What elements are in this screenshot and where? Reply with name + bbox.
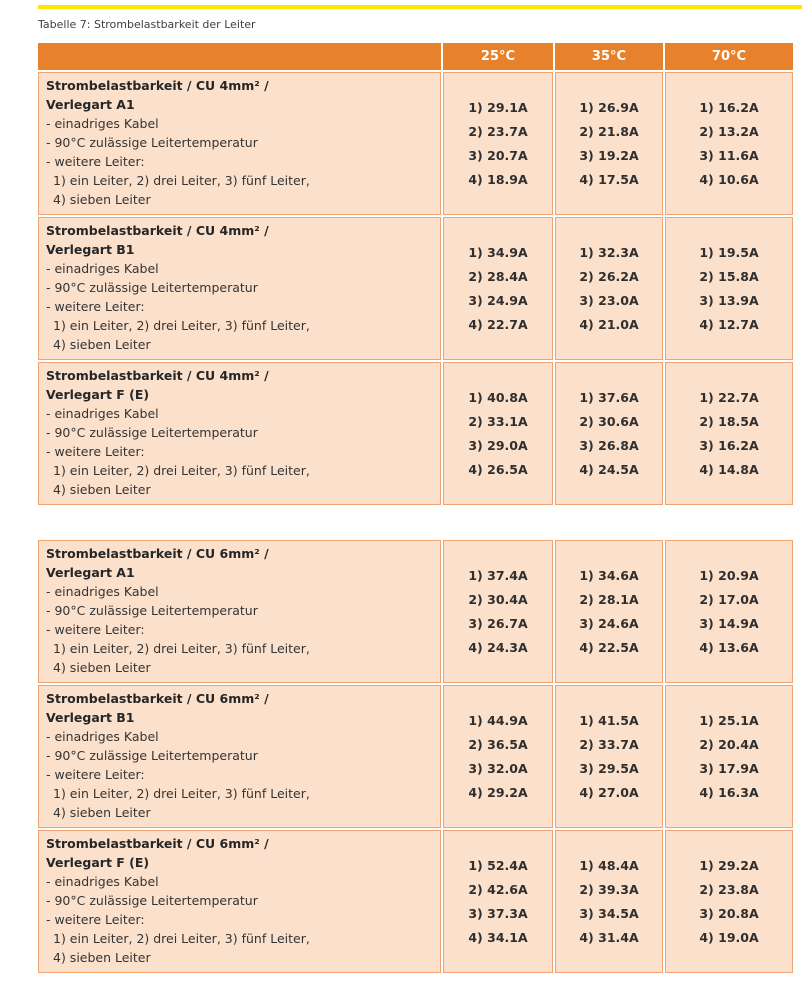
values-cell-25c	[443, 72, 553, 215]
values-cell-25c	[443, 540, 553, 683]
current-value: 2) 13.2A	[699, 123, 759, 139]
row-description-cell	[38, 685, 441, 828]
current-value: 1) 44.9A	[468, 712, 528, 728]
current-value: 3) 17.9A	[699, 760, 759, 776]
row-detail-line: - 90°C zulässige Leitertemperatur	[46, 425, 258, 440]
row-detail-line: - einadriges Kabel	[46, 116, 159, 131]
row-detail-line: - weitere Leiter:	[46, 154, 145, 169]
row-title-line: Verlegart F (E)	[46, 855, 150, 870]
table-caption: Tabelle 7: Strombelastbarkeit der Leiter	[38, 18, 256, 31]
header-25c: 25°C	[443, 43, 553, 70]
table-header-row	[38, 43, 793, 70]
row-detail-line: 1) ein Leiter, 2) drei Leiter, 3) fünf Leiter,	[53, 463, 310, 478]
current-value: 1) 40.8A	[468, 389, 528, 405]
current-value: 1) 20.9A	[699, 567, 759, 583]
current-value: 3) 32.0A	[468, 760, 528, 776]
current-value: 4) 18.9A	[468, 171, 528, 187]
row-title-line: Strombelastbarkeit / CU 6mm² /	[46, 546, 269, 561]
conductor-table-6mm	[36, 538, 795, 975]
value-list	[699, 854, 758, 950]
values-cell-35c	[555, 217, 663, 360]
table-row	[38, 72, 793, 215]
row-detail-line: 4) sieben Leiter	[53, 805, 151, 820]
current-value: 2) 21.8A	[579, 123, 639, 139]
current-value: 3) 20.7A	[468, 147, 528, 163]
values-cell-35c	[555, 685, 663, 828]
row-detail-line: - 90°C zulässige Leitertemperatur	[46, 748, 258, 763]
row-title-line: Verlegart A1	[46, 565, 135, 580]
row-description-cell	[38, 217, 441, 360]
value-list	[468, 709, 527, 805]
current-value: 4) 29.2A	[468, 784, 528, 800]
header-empty-cell	[38, 43, 441, 70]
row-description-cell	[38, 830, 441, 973]
row-detail-line: 4) sieben Leiter	[53, 337, 151, 352]
current-value: 1) 22.7A	[699, 389, 759, 405]
table-row	[38, 217, 793, 360]
current-value: 1) 16.2A	[699, 99, 759, 115]
row-title-line: Verlegart F (E)	[46, 387, 150, 402]
row-detail-line: - einadriges Kabel	[46, 729, 159, 744]
row-detail-line: - weitere Leiter:	[46, 299, 145, 314]
row-detail-line: - einadriges Kabel	[46, 584, 159, 599]
table-row	[38, 830, 793, 973]
row-detail-line: - 90°C zulässige Leitertemperatur	[46, 135, 258, 150]
current-value: 2) 30.6A	[579, 413, 639, 429]
row-detail-line: 1) ein Leiter, 2) drei Leiter, 3) fünf Leiter,	[53, 318, 310, 333]
row-detail-line: 4) sieben Leiter	[53, 660, 151, 675]
current-value: 1) 37.4A	[468, 567, 528, 583]
value-list	[579, 241, 638, 337]
row-description-cell	[38, 540, 441, 683]
current-value: 1) 29.1A	[468, 99, 528, 115]
current-value: 3) 37.3A	[468, 905, 528, 921]
current-value: 3) 11.6A	[699, 147, 759, 163]
row-detail-line: - 90°C zulässige Leitertemperatur	[46, 280, 258, 295]
table-row	[38, 362, 793, 505]
current-value: 4) 17.5A	[579, 171, 639, 187]
value-list	[699, 241, 758, 337]
row-description-cell	[38, 362, 441, 505]
value-list	[468, 241, 527, 337]
value-list	[468, 386, 527, 482]
current-value: 2) 36.5A	[468, 736, 528, 752]
header-35c: 35°C	[555, 43, 663, 70]
current-value: 2) 26.2A	[579, 268, 639, 284]
row-title-line: Strombelastbarkeit / CU 4mm² /	[46, 368, 269, 383]
row-description-cell	[38, 72, 441, 215]
current-value: 3) 13.9A	[699, 292, 759, 308]
current-value: 4) 27.0A	[579, 784, 639, 800]
row-detail-line: 1) ein Leiter, 2) drei Leiter, 3) fünf Leiter,	[53, 786, 310, 801]
row-detail-line: 4) sieben Leiter	[53, 950, 151, 965]
value-list	[579, 709, 638, 805]
value-list	[468, 96, 527, 192]
values-cell-25c	[443, 685, 553, 828]
value-list	[579, 386, 638, 482]
current-value: 2) 30.4A	[468, 591, 528, 607]
current-value: 3) 23.0A	[579, 292, 639, 308]
current-value: 3) 24.6A	[579, 615, 639, 631]
value-list	[699, 386, 758, 482]
values-cell-35c	[555, 540, 663, 683]
row-detail-line: - einadriges Kabel	[46, 406, 159, 421]
row-detail-line: 1) ein Leiter, 2) drei Leiter, 3) fünf Leiter,	[53, 641, 310, 656]
row-detail-line: - einadriges Kabel	[46, 261, 159, 276]
row-detail-line: - weitere Leiter:	[46, 622, 145, 637]
values-cell-70c	[665, 685, 793, 828]
current-value: 2) 18.5A	[699, 413, 759, 429]
table-row	[38, 540, 793, 683]
value-list	[468, 854, 527, 950]
current-value: 3) 34.5A	[579, 905, 639, 921]
yellow-divider-bar	[38, 5, 802, 9]
current-value: 4) 21.0A	[579, 316, 639, 332]
row-detail-line: - weitere Leiter:	[46, 767, 145, 782]
current-value: 2) 33.1A	[468, 413, 528, 429]
value-list	[468, 564, 527, 660]
current-value: 2) 17.0A	[699, 591, 759, 607]
row-detail-line: 4) sieben Leiter	[53, 192, 151, 207]
current-value: 1) 34.6A	[579, 567, 639, 583]
current-value: 3) 24.9A	[468, 292, 528, 308]
row-title-line: Strombelastbarkeit / CU 4mm² /	[46, 78, 269, 93]
current-value: 4) 34.1A	[468, 929, 528, 945]
current-value: 2) 42.6A	[468, 881, 528, 897]
current-value: 3) 19.2A	[579, 147, 639, 163]
values-cell-70c	[665, 362, 793, 505]
current-value: 4) 31.4A	[579, 929, 639, 945]
row-detail-line: - weitere Leiter:	[46, 912, 145, 927]
row-detail-line: 1) ein Leiter, 2) drei Leiter, 3) fünf Leiter,	[53, 173, 310, 188]
document-page	[0, 5, 802, 975]
current-value: 1) 48.4A	[579, 857, 639, 873]
value-list	[699, 709, 758, 805]
value-list	[579, 854, 638, 950]
current-value: 1) 52.4A	[468, 857, 528, 873]
row-detail-line: - 90°C zulässige Leitertemperatur	[46, 893, 258, 908]
values-cell-35c	[555, 72, 663, 215]
values-cell-25c	[443, 830, 553, 973]
current-value: 4) 24.3A	[468, 639, 528, 655]
current-value: 3) 14.9A	[699, 615, 759, 631]
current-value: 4) 22.7A	[468, 316, 528, 332]
value-list	[699, 564, 758, 660]
table-row	[38, 685, 793, 828]
current-value: 4) 16.3A	[699, 784, 759, 800]
value-list	[579, 96, 638, 192]
values-cell-70c	[665, 540, 793, 683]
current-value: 3) 29.0A	[468, 437, 528, 453]
values-cell-35c	[555, 362, 663, 505]
values-cell-70c	[665, 830, 793, 973]
value-list	[579, 564, 638, 660]
values-cell-70c	[665, 72, 793, 215]
current-value: 3) 20.8A	[699, 905, 759, 921]
current-value: 2) 23.8A	[699, 881, 759, 897]
current-value: 4) 10.6A	[699, 171, 759, 187]
current-value: 1) 25.1A	[699, 712, 759, 728]
current-value: 1) 29.2A	[699, 857, 759, 873]
row-detail-line: 4) sieben Leiter	[53, 482, 151, 497]
row-detail-line: - weitere Leiter:	[46, 444, 145, 459]
current-value: 3) 26.8A	[579, 437, 639, 453]
current-value: 4) 14.8A	[699, 461, 759, 477]
current-value: 4) 13.6A	[699, 639, 759, 655]
current-value: 2) 15.8A	[699, 268, 759, 284]
values-cell-35c	[555, 830, 663, 973]
current-value: 2) 28.4A	[468, 268, 528, 284]
current-value: 2) 20.4A	[699, 736, 759, 752]
header-70c: 70°C	[665, 43, 793, 70]
current-value: 2) 23.7A	[468, 123, 528, 139]
values-cell-25c	[443, 362, 553, 505]
current-value: 2) 39.3A	[579, 881, 639, 897]
row-detail-line: - 90°C zulässige Leitertemperatur	[46, 603, 258, 618]
current-value: 2) 33.7A	[579, 736, 639, 752]
row-detail-line: - einadriges Kabel	[46, 874, 159, 889]
current-value: 4) 12.7A	[699, 316, 759, 332]
values-cell-25c	[443, 217, 553, 360]
row-title-line: Strombelastbarkeit / CU 6mm² /	[46, 836, 269, 851]
row-title-line: Verlegart B1	[46, 710, 135, 725]
current-value: 4) 24.5A	[579, 461, 639, 477]
current-value: 1) 32.3A	[579, 244, 639, 260]
row-detail-line: 1) ein Leiter, 2) drei Leiter, 3) fünf Leiter,	[53, 931, 310, 946]
row-title-line: Strombelastbarkeit / CU 6mm² /	[46, 691, 269, 706]
current-value: 4) 19.0A	[699, 929, 759, 945]
conductor-table-4mm	[36, 41, 795, 507]
current-value: 2) 28.1A	[579, 591, 639, 607]
row-title-line: Verlegart B1	[46, 242, 135, 257]
current-value: 1) 26.9A	[579, 99, 639, 115]
current-value: 3) 29.5A	[579, 760, 639, 776]
row-title-line: Strombelastbarkeit / CU 4mm² /	[46, 223, 269, 238]
row-title-line: Verlegart A1	[46, 97, 135, 112]
current-value: 1) 41.5A	[579, 712, 639, 728]
current-value: 3) 26.7A	[468, 615, 528, 631]
current-value: 1) 37.6A	[579, 389, 639, 405]
current-value: 1) 19.5A	[699, 244, 759, 260]
current-value: 4) 22.5A	[579, 639, 639, 655]
values-cell-70c	[665, 217, 793, 360]
current-value: 3) 16.2A	[699, 437, 759, 453]
value-list	[699, 96, 758, 192]
current-value: 1) 34.9A	[468, 244, 528, 260]
current-value: 4) 26.5A	[468, 461, 528, 477]
